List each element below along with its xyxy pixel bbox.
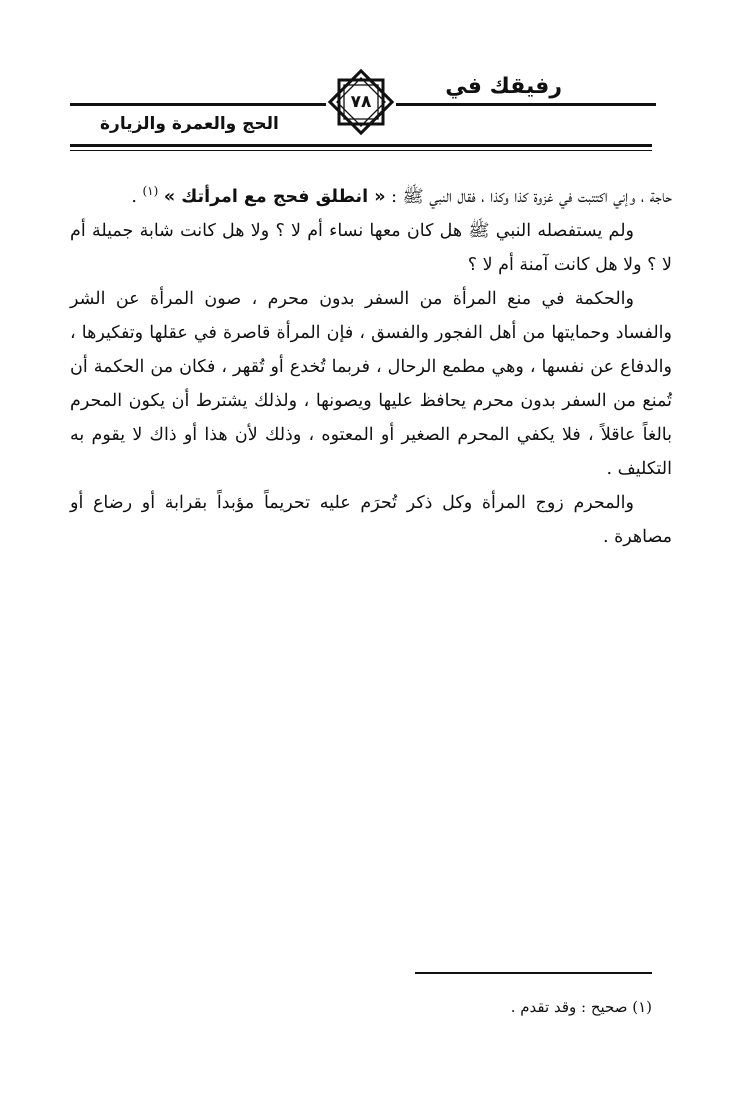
header-rule-left xyxy=(70,103,326,106)
header-book-title: رفيقك في xyxy=(445,74,562,99)
footnote-rule xyxy=(415,972,652,974)
paragraph-1-end: . xyxy=(131,187,143,207)
page-number-emblem xyxy=(325,66,397,138)
footnote-ref: (١) xyxy=(142,184,159,199)
paragraph-4: والمحرم زوج المرأة وكل ذكر تُحرَم عليه تحريماً مؤبداً بقرابة أو رضاع أو مصاهرة . xyxy=(70,493,672,547)
header-rule-right xyxy=(396,103,656,106)
body-text xyxy=(70,180,672,554)
hadith-quote: « انطلق فحج مع امرأتك » xyxy=(163,187,386,207)
header-book-subtitle: الحج والعمرة والزيارة xyxy=(100,114,279,134)
header-rule-bottom-thin xyxy=(70,150,652,151)
paragraph-2: ولم يستفصله النبي ﷺ هل كان معها نساء أم لا ؟ ولا هل كانت شابة جميلة أم لا ؟ ولا هل كانت آمنة أم لا ؟ xyxy=(70,221,672,275)
paragraph-1 xyxy=(70,180,672,214)
paragraph-3: والحكمة في منع المرأة من السفر بدون محرم ، صون المرأة عن الشر والفساد وحمايتها من أهل الفجور والفسق ، فإن المرأة قاصرة في عقلها وتفكيرها ، والدفاع عن نفسها ، وهي مطمع الرحال ، فربما تُخدع أو تُقهر ، فكان من الحكمة أن تُمنع من السفر بدون محرم يحافظ عليها ويصونها ، ولذلك يشترط أن يكون المحرم بالغاً عاقلاً ، فلا يكفي المحرم الصغير أو المعتوه ، وذلك لأن هذا أو ذاك لا يقوم به التكليف . xyxy=(70,289,672,479)
paragraph-1-text: حاجة ، وإني اكتتبت في غزوة كذا وكذا ، فقال النبي ﷺ : xyxy=(385,187,672,207)
header-rule-bottom-thick xyxy=(70,144,652,147)
footnote: (١) صحيح : وقد تقدم . xyxy=(510,998,652,1016)
page-number: ٧٨ xyxy=(350,92,372,112)
